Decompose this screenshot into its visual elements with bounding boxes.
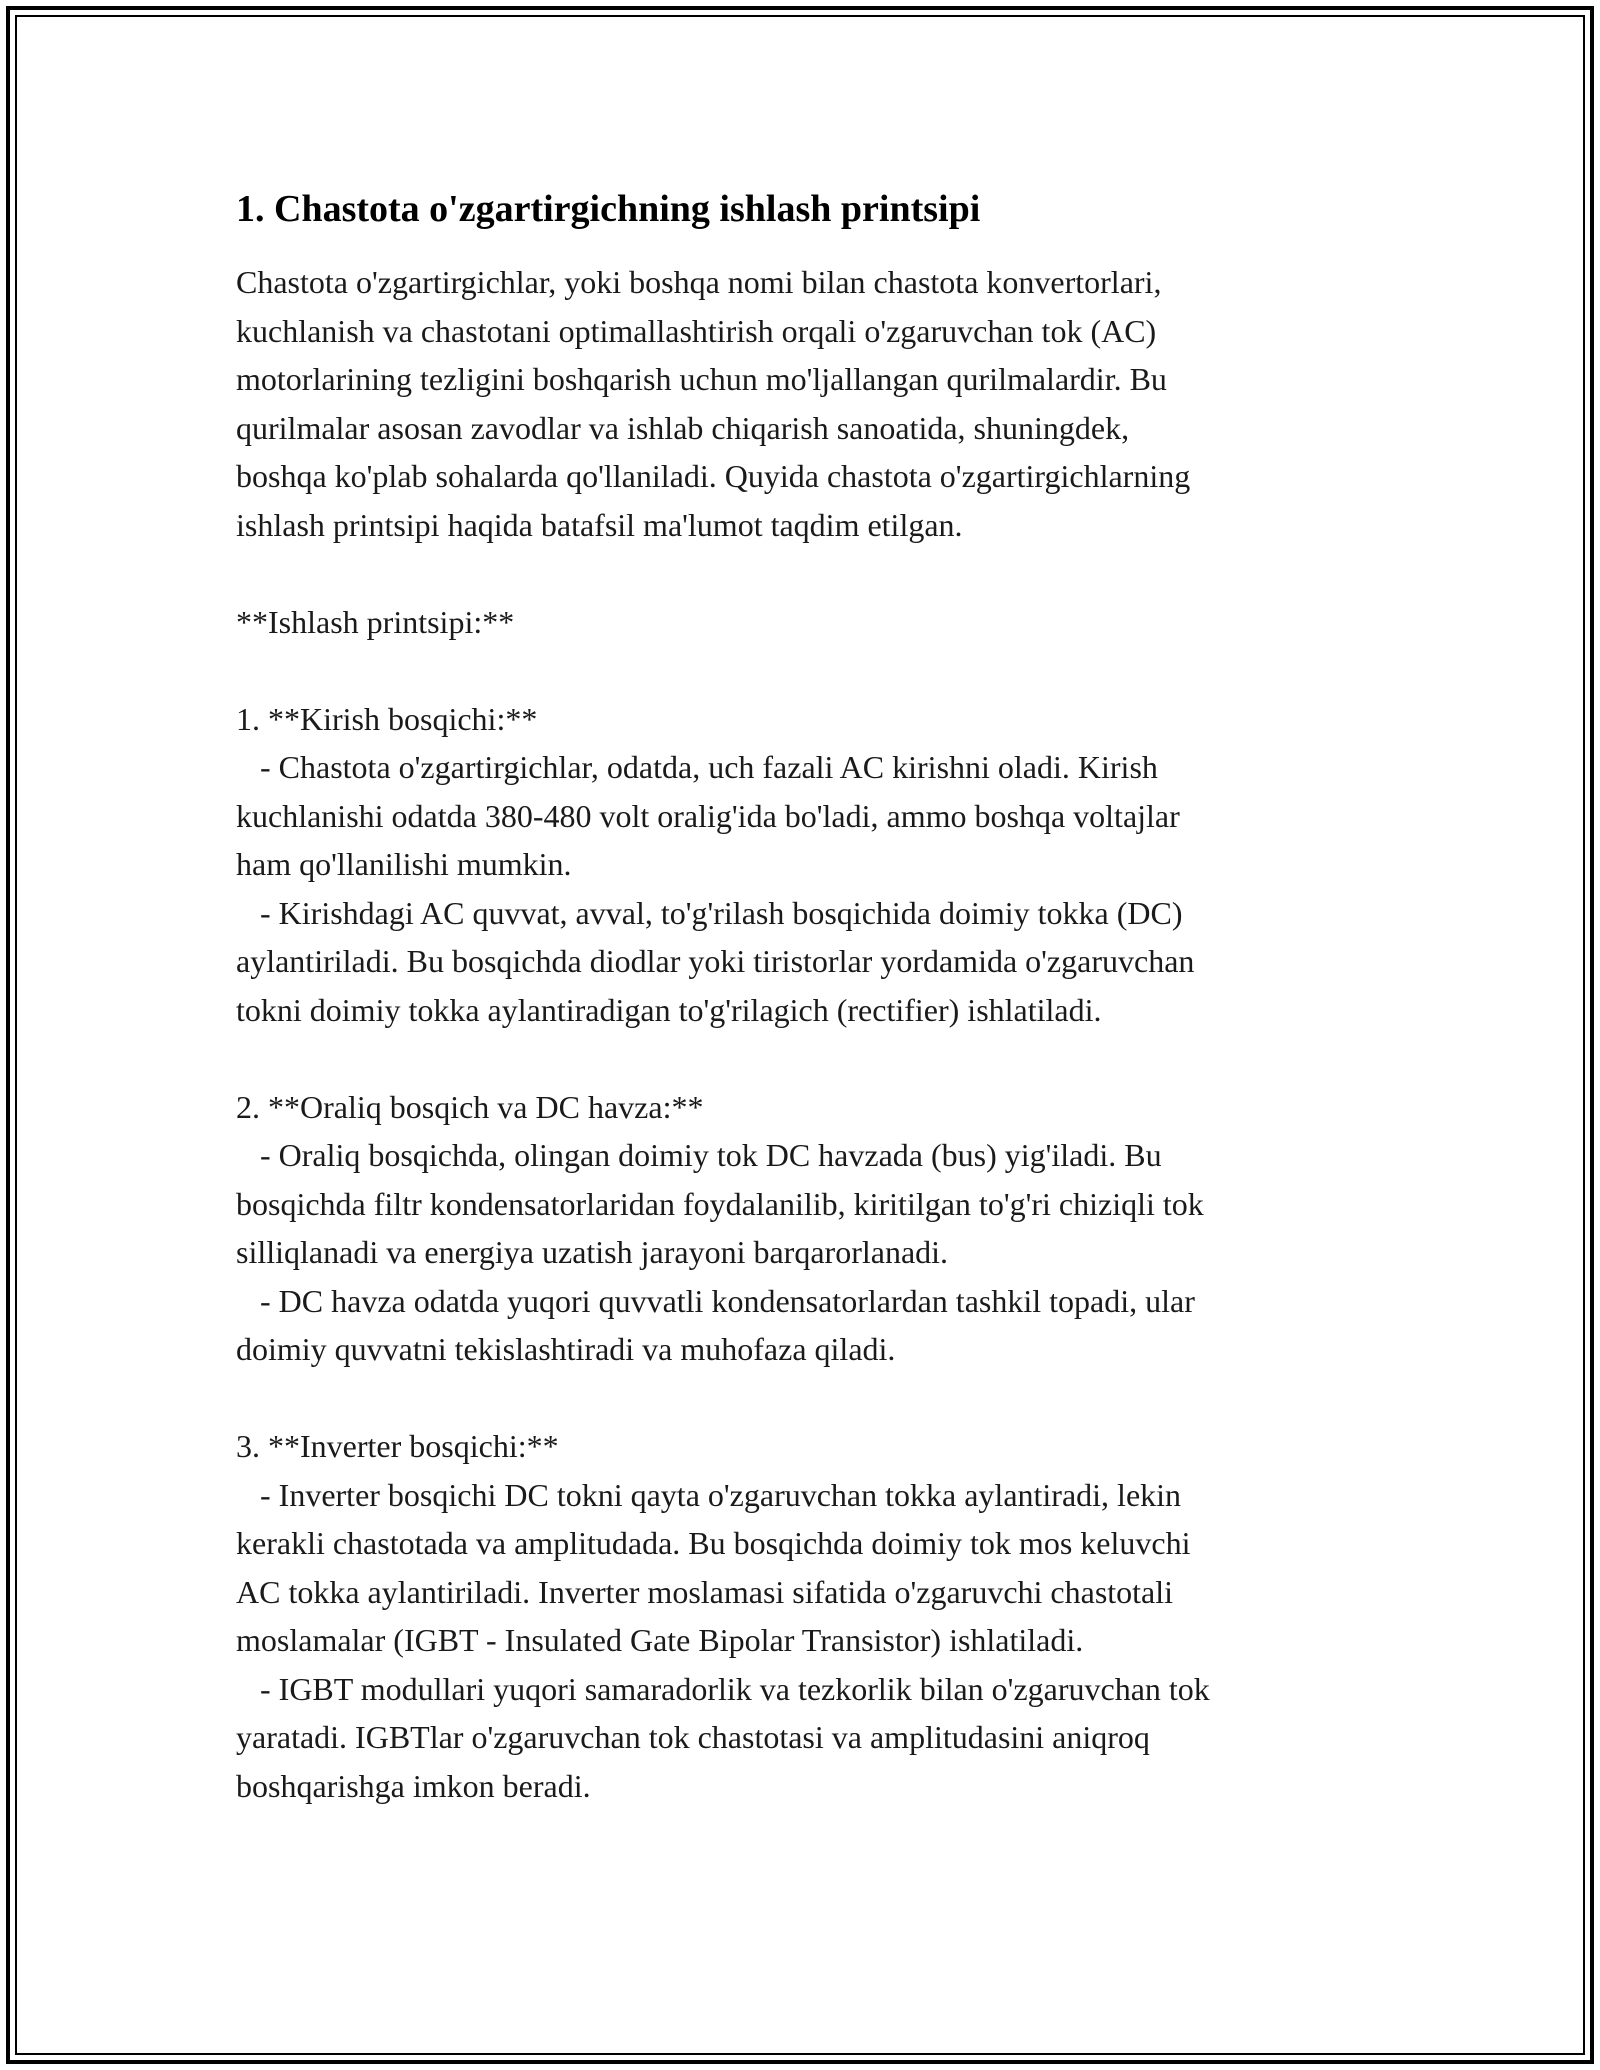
intro-line: ishlash printsipi haqida batafsil ma'lumot taqdim etilgan. <box>236 506 963 543</box>
step-line: - Oraliq bosqichda, olingan doimiy tok DC havzada (bus) yig'iladi. Bu <box>236 1137 1162 1173</box>
step-section-inverter <box>236 1422 1376 1810</box>
step-line: AC tokka aylantiriladi. Inverter moslamasi sifatida o'zgaruvchi chastotali <box>236 1573 1174 1610</box>
step-line: boshqarishga imkon beradi. <box>236 1767 591 1804</box>
step-line: doimiy quvvatni tekislashtiradi va muhofaza qiladi. <box>236 1331 896 1367</box>
step-section-dc-bus <box>236 1083 1376 1374</box>
step-line: - IGBT modullari yuqori samaradorlik va tezkorlik bilan o'zgaruvchan tok <box>236 1670 1210 1707</box>
blank-line <box>236 549 1376 598</box>
intro-line: boshqa ko'plab sohalarda qo'llaniladi. Quyida chastota o'zgartirgichlarning <box>236 458 1191 494</box>
intro-line: kuchlanish va chastotani optimallashtirish orqali o'zgaruvchan tok (AC) <box>236 312 1157 349</box>
step-line: kuchlanishi odatda 380-480 volt oralig'ida bo'ladi, ammo boshqa voltajlar <box>236 797 1180 834</box>
intro-line: qurilmalar asosan zavodlar va ishlab chiqarish sanoatida, shuningdek, <box>236 409 1130 446</box>
step-line: - DC havza odatda yuqori quvvatli kondensatorlardan tashkil topadi, ular <box>236 1282 1195 1319</box>
intro-line: motorlarining tezligini boshqarish uchun mo'ljallangan qurilmalardir. Bu <box>236 361 1167 397</box>
step-line: silliqlanadi va energiya uzatish jarayoni barqarorlanadi. <box>236 1234 949 1270</box>
step-line: kerakli chastotada va amplitudada. Bu bosqichda doimiy tok mos keluvchi <box>236 1525 1191 1561</box>
step-line: ham qo'llanilishi mumkin. <box>236 846 572 882</box>
document-body <box>236 186 1376 1810</box>
section-heading: 1. Chastota o'zgartirgichning ishlash printsipi <box>236 188 981 230</box>
step-line: tokni doimiy tokka aylantiradigan to'g'rilagich (rectifier) ishlatiladi. <box>236 991 1102 1028</box>
step-line: - Kirishdagi AC quvvat, avval, to'g'rilash bosqichida doimiy tokka (DC) <box>236 894 1183 931</box>
step-section-input <box>236 695 1376 1035</box>
step-line: aylantiriladi. Bu bosqichda diodlar yoki tiristorlar yordamida o'zgaruvchan <box>236 943 1195 979</box>
blank-line <box>236 646 1376 695</box>
blank-line <box>236 1374 1376 1423</box>
step-line: bosqichda filtr kondensatorlaridan foydalanilib, kiritilgan to'g'ri chiziqli tok <box>236 1185 1204 1222</box>
step-title: 1. **Kirish bosqichi:** <box>236 700 538 737</box>
blank-line <box>236 1034 1376 1083</box>
step-title: 3. **Inverter bosqichi:** <box>236 1428 559 1464</box>
intro-line: Chastota o'zgartirgichlar, yoki boshqa nomi bilan chastota konvertorlari, <box>236 264 1162 300</box>
principle-label: **Ishlash printsipi:** <box>236 603 515 640</box>
step-line: moslamalar (IGBT - Insulated Gate Bipolar Transistor) ishlatiladi. <box>236 1622 1084 1658</box>
step-line: - Chastota o'zgartirgichlar, odatda, uch fazali AC kirishni oladi. Kirish <box>236 749 1158 785</box>
step-title: 2. **Oraliq bosqich va DC havza:** <box>236 1088 704 1125</box>
step-line: yaratadi. IGBTlar o'zgaruvchan tok chastotasi va amplitudasini aniqroq <box>236 1719 1150 1755</box>
step-line: - Inverter bosqichi DC tokni qayta o'zgaruvchan tokka aylantiradi, lekin <box>236 1476 1182 1513</box>
intro-paragraph <box>236 258 1376 549</box>
